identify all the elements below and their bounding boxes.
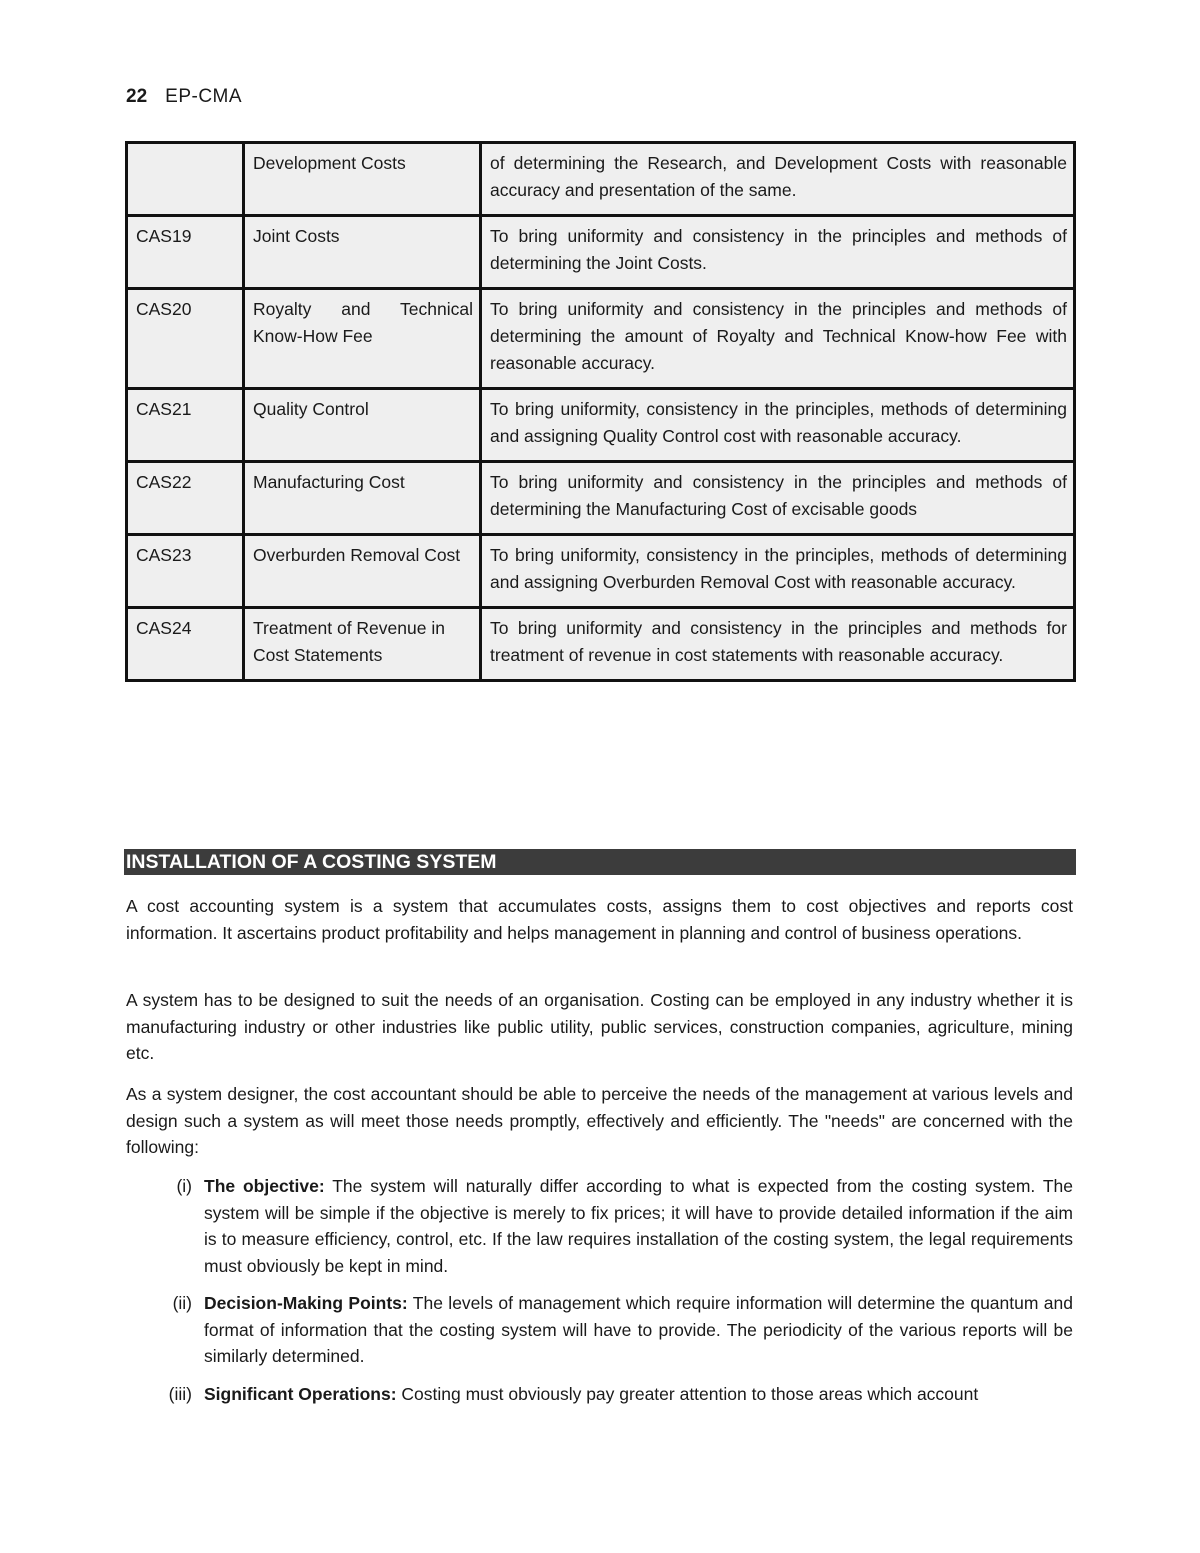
- cas-standards-table: [125, 141, 1076, 682]
- list-item-body: Costing must obviously pay greater attention to those areas which account: [396, 1383, 979, 1404]
- list-number: (ii): [172, 1293, 192, 1313]
- cas-objective-cell: To bring uniformity and consistency in the principles and methods for treatment of revenue in cost statements with reasonable accuracy.: [481, 608, 1075, 681]
- cas-code-cell: CAS21: [127, 389, 244, 462]
- cas-title-cell: Quality Control: [244, 389, 481, 462]
- paragraph-text: A system has to be designed to suit the needs of an organisation. Costing can be employed in any industry whether it is manufacturing industry or other industries like public utility, public services, construction companies, agriculture, mining etc.: [126, 990, 1073, 1063]
- cas-objective-cell: To bring uniformity, consistency in the principles, methods of determining and assigning Overburden Removal Cost with reasonable accuracy.: [481, 535, 1075, 608]
- paragraph: [126, 1081, 1073, 1161]
- list-item-lead: Significant Operations:: [204, 1383, 397, 1404]
- list-item-body: The levels of management which require information will determine the quantum and format of information that the costing system will have to provide. The periodicity of the various reports will be similarly determined.: [204, 1293, 1074, 1366]
- cas-objective-cell: To bring uniformity, consistency in the principles, methods of determining and assigning Quality Control cost with reasonable accuracy.: [481, 389, 1075, 462]
- list-item-text: [204, 1381, 1073, 1408]
- list-item-lead: The objective:: [204, 1176, 325, 1196]
- list-item-text: [204, 1173, 1073, 1279]
- list-item-lead: Decision-Making Points:: [204, 1293, 408, 1313]
- list-item-text: [204, 1290, 1073, 1370]
- table-row: [127, 389, 1075, 462]
- list-number: (iii): [168, 1383, 192, 1404]
- table-row: [127, 608, 1075, 681]
- book-title: EP-CMA: [165, 86, 243, 107]
- list-number: (i): [176, 1176, 192, 1196]
- list-item: [126, 1173, 1073, 1279]
- table-row: [127, 462, 1075, 535]
- paragraph: [126, 987, 1073, 1067]
- table-row: [127, 216, 1075, 289]
- table-row: [127, 535, 1075, 608]
- cas-title-cell: Royalty and Technical Know-How Fee: [244, 289, 481, 389]
- cas-code-cell: CAS23: [127, 535, 244, 608]
- list-item: [126, 1290, 1073, 1370]
- cas-code-cell: CAS19: [127, 216, 244, 289]
- cas-title-cell: Treatment of Revenue in Cost Statements: [244, 608, 481, 681]
- cas-title-cell: Development Costs: [244, 143, 481, 216]
- list-item-body: The system will naturally differ according to what is expected from the costing system. The system will be simple if the objective is merely to fix prices; it will have to provide detailed information if the aim is to measure efficiency, control, etc. If the law requires installation of the costing system, the legal requirements must obviously be kept in mind.: [204, 1176, 1073, 1276]
- cas-objective-cell: of determining the Research, and Development Costs with reasonable accuracy and presentation of the same.: [481, 143, 1075, 216]
- page-header: [126, 86, 242, 108]
- cas-title-cell: Manufacturing Cost: [244, 462, 481, 535]
- cas-code-cell: CAS24: [127, 608, 244, 681]
- cas-title-cell: Overburden Removal Cost: [244, 535, 481, 608]
- cas-code-cell: CAS22: [127, 462, 244, 535]
- paragraph-text: A cost accounting system is a system that accumulates costs, assigns them to cost objectives and reports cost information. It ascertains product profitability and helps management in planning and control of business operations.: [126, 896, 1073, 943]
- page-number: 22: [126, 86, 148, 107]
- cas-objective-cell: To bring uniformity and consistency in the principles and methods of determining the Joint Costs.: [481, 216, 1075, 289]
- cas-code-cell: CAS20: [127, 289, 244, 389]
- cas-objective-cell: To bring uniformity and consistency in the principles and methods of determining the amount of Royalty and Technical Know-how Fee with reasonable accuracy.: [481, 289, 1075, 389]
- section-heading: INSTALLATION OF A COSTING SYSTEM: [124, 849, 1076, 875]
- paragraph: [126, 893, 1073, 946]
- needs-list: [126, 1173, 1073, 1418]
- paragraph-text: As a system designer, the cost accountant should be able to perceive the needs of the management at various levels and design such a system as will meet those needs promptly, effectively and efficiently. The "needs" are concerned with the following:: [126, 1084, 1073, 1157]
- table-row: [127, 143, 1075, 216]
- cas-title-cell: Joint Costs: [244, 216, 481, 289]
- list-item: [126, 1381, 1073, 1408]
- cas-code-cell: [127, 143, 244, 216]
- table-row: [127, 289, 1075, 389]
- cas-objective-cell: To bring uniformity and consistency in the principles and methods of determining the Manufacturing Cost of excisable goods: [481, 462, 1075, 535]
